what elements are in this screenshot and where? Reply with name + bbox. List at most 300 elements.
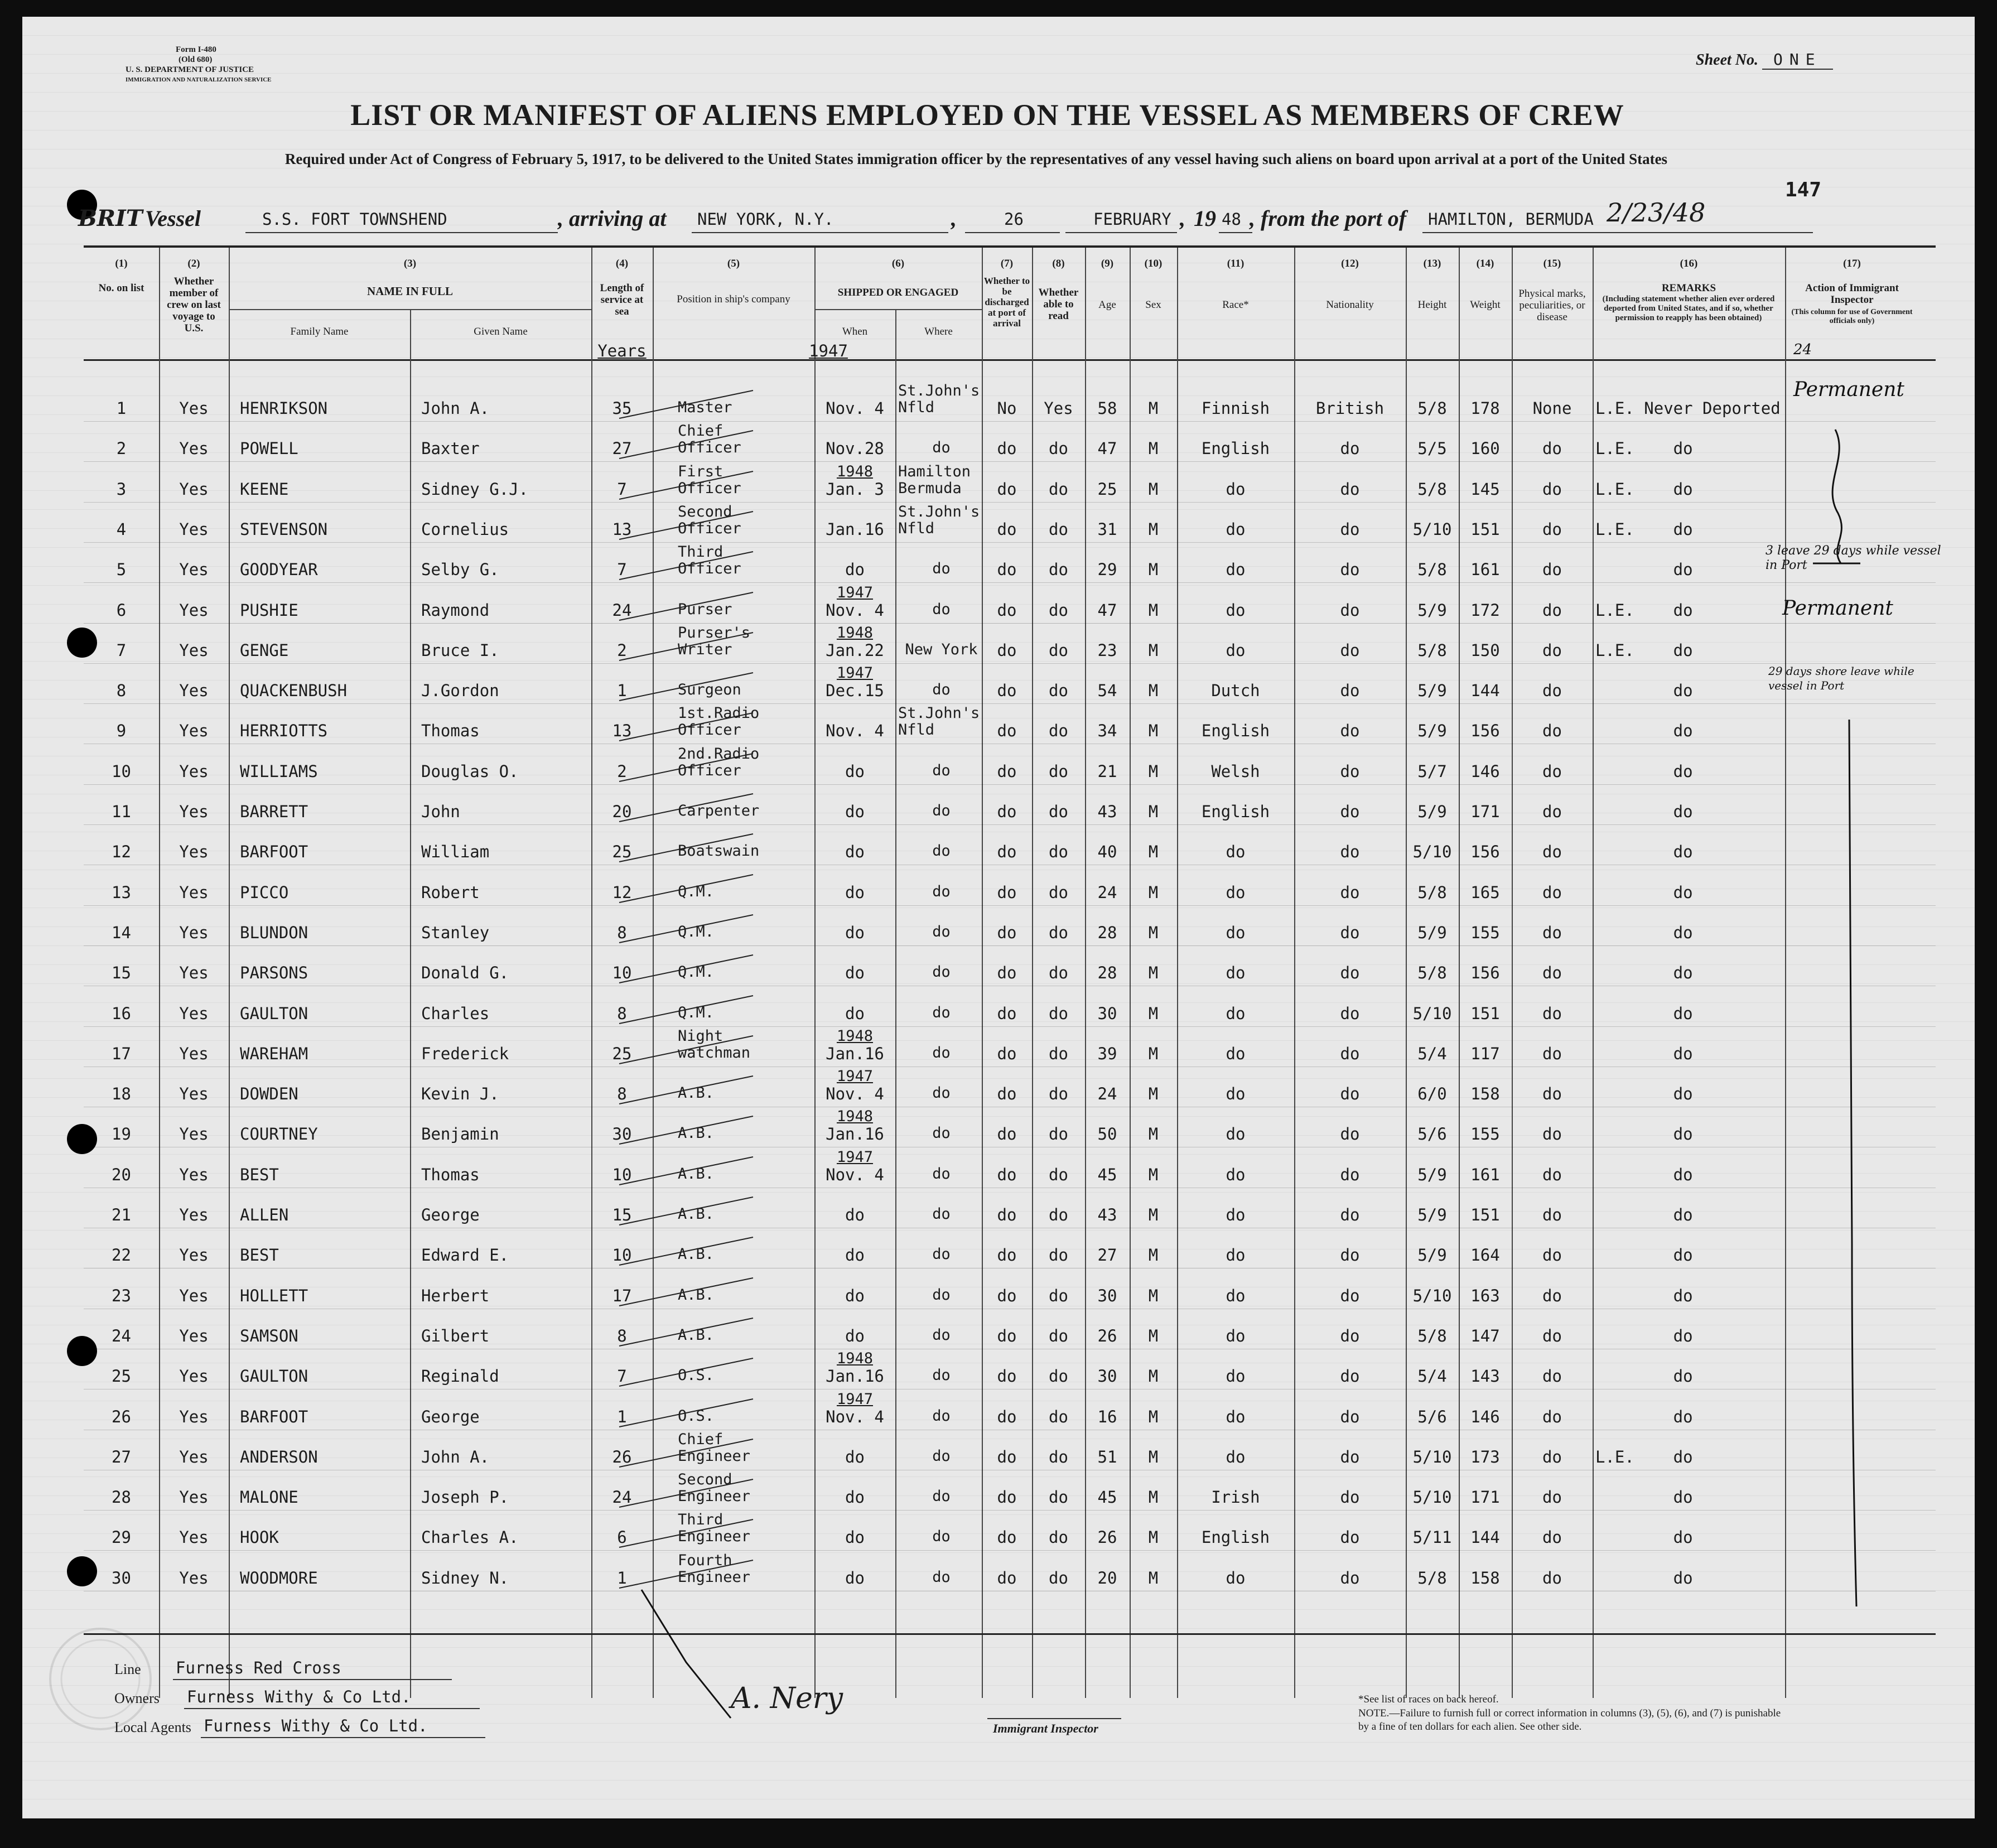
shipped-year: 1947 (836, 1148, 874, 1166)
sex: M (1148, 399, 1159, 418)
col-num: (9) (1101, 258, 1114, 269)
remarks: do (1595, 1286, 1693, 1305)
header-when: When (842, 326, 868, 337)
check-mark (614, 1355, 759, 1389)
shipped-where: do (932, 1246, 951, 1263)
member-last-voyage: Yes (179, 923, 209, 942)
sex: M (1148, 1286, 1159, 1305)
col-num: (5) (727, 258, 740, 269)
check-mark (614, 590, 759, 623)
discharged: do (997, 479, 1017, 499)
member-last-voyage: Yes (179, 1044, 209, 1063)
height: 5/10 (1412, 519, 1452, 539)
row-rule (84, 703, 1936, 704)
race: do (1226, 1286, 1246, 1305)
length-of-service: 25 (612, 1044, 632, 1063)
discharged: do (997, 640, 1017, 660)
nationality: do (1340, 519, 1360, 539)
race: do (1226, 923, 1246, 942)
comma: , (1180, 206, 1185, 231)
shipped-where: do (932, 1084, 951, 1102)
given-name: Frederick (421, 1044, 509, 1063)
header-remarks: REMARKS (1661, 282, 1716, 294)
weight: 158 (1470, 1568, 1500, 1588)
shipped-when: do (845, 1488, 865, 1507)
document-subtitle: Required under Act of Congress of February 5, 1917, to be delivered to the United States immigration officer by the representatives of any vessel having such aliens on board upon arrival at a port of the United States (284, 151, 1668, 167)
able-to-read: do (1049, 1003, 1068, 1023)
remarks: do (1595, 1568, 1693, 1588)
physical-marks: do (1542, 1286, 1562, 1305)
sex: M (1148, 439, 1159, 459)
age: 30 (1097, 1367, 1117, 1386)
discharged: do (997, 560, 1017, 580)
check-mark (614, 751, 759, 784)
shipped-where: do (932, 1003, 951, 1021)
height: 5/8 (1417, 1568, 1447, 1588)
length-of-service: 8 (617, 1084, 627, 1104)
length-of-service: 35 (612, 399, 632, 418)
family-name: GAULTON (240, 1003, 308, 1023)
col-num: (17) (1843, 258, 1861, 269)
physical-marks: do (1542, 842, 1562, 862)
given-name: Kevin J. (421, 1084, 499, 1104)
comma: , (951, 206, 957, 231)
able-to-read: do (1049, 1246, 1068, 1265)
age: 23 (1097, 640, 1117, 660)
header-physical-marks: Physical marks, peculiarities, or disease (1518, 288, 1586, 323)
row-number: 15 (112, 963, 131, 983)
sex: M (1148, 1407, 1159, 1426)
weight: 161 (1470, 560, 1500, 580)
position: A.B. (678, 1165, 715, 1183)
weight: 146 (1470, 761, 1500, 781)
check-mark (614, 630, 759, 663)
sex: M (1148, 560, 1159, 580)
row-number: 23 (112, 1286, 131, 1305)
nationality: do (1340, 560, 1360, 580)
age: 50 (1097, 1125, 1117, 1144)
age: 21 (1097, 761, 1117, 781)
race: English (1201, 802, 1270, 821)
remarks: do (1595, 761, 1693, 781)
check-mark (614, 791, 759, 824)
nationality: do (1340, 842, 1360, 862)
owners-value: Furness Withy & Co Ltd. (187, 1687, 411, 1706)
race: do (1226, 1084, 1246, 1104)
given-name: Cornelius (421, 519, 509, 539)
family-name: SAMSON (240, 1326, 298, 1345)
family-name: COURTNEY (240, 1125, 318, 1144)
position: Engineer (678, 1488, 751, 1506)
remarks: do (1595, 1165, 1693, 1184)
row-rule (84, 421, 1936, 422)
height: 5/10 (1412, 842, 1452, 862)
weight: 165 (1470, 882, 1500, 902)
age: 34 (1097, 721, 1117, 741)
weight: 161 (1470, 1165, 1500, 1184)
discharged: do (997, 1286, 1017, 1305)
year-heading: 1947 (809, 341, 848, 360)
shipped-where: do (932, 1286, 951, 1304)
row-number: 27 (112, 1447, 131, 1466)
nationality: do (1340, 1125, 1360, 1144)
col-num: (7) (1000, 258, 1014, 269)
race: do (1226, 1568, 1246, 1588)
header-family-name: Family Name (290, 326, 349, 337)
shipped-where: do (932, 1044, 951, 1061)
shipped-when: do (845, 1528, 865, 1547)
col-num: (4) (615, 258, 629, 269)
age: 24 (1097, 882, 1117, 902)
age: 28 (1097, 923, 1117, 942)
nationality: do (1340, 1326, 1360, 1345)
remarks: L.E. do (1595, 640, 1693, 660)
age: 47 (1097, 600, 1117, 620)
weight: 144 (1470, 1528, 1500, 1547)
arrival-month: FEBRUARY (1093, 210, 1171, 229)
nationality: do (1340, 963, 1360, 983)
remarks: do (1595, 1084, 1693, 1104)
remarks: L.E. do (1595, 439, 1693, 459)
row-number: 1 (116, 399, 127, 418)
physical-marks: do (1542, 600, 1562, 620)
position: Writer (678, 640, 732, 658)
remarks: do (1595, 1488, 1693, 1507)
check-mark (614, 1154, 759, 1188)
position: Second (678, 503, 732, 520)
position: watchman (678, 1044, 751, 1061)
remarks: do (1595, 923, 1693, 942)
length-of-service: 2 (617, 761, 627, 781)
weight: 158 (1470, 1084, 1500, 1104)
physical-marks: do (1542, 439, 1562, 459)
able-to-read: do (1049, 640, 1068, 660)
able-to-read: do (1049, 1286, 1068, 1305)
row-number: 19 (112, 1125, 131, 1144)
race: English (1201, 1528, 1270, 1547)
position: A.B. (678, 1246, 715, 1263)
height: 5/4 (1417, 1044, 1447, 1063)
length-of-service: 7 (617, 1367, 627, 1386)
action-note-1: 3 leave 29 days while vessel in Port (1766, 544, 1941, 572)
row-number: 16 (112, 1003, 131, 1023)
able-to-read: do (1049, 882, 1068, 902)
given-name: Thomas (421, 1165, 480, 1184)
nationality: do (1340, 681, 1360, 701)
position: Engineer (678, 1447, 751, 1465)
able-to-read: do (1049, 963, 1068, 983)
able-to-read: do (1049, 1367, 1068, 1386)
length-of-service: 1 (617, 681, 627, 701)
member-last-voyage: Yes (179, 600, 209, 620)
remarks: do (1595, 1205, 1693, 1224)
race: English (1201, 721, 1270, 741)
given-name: Bruce I. (421, 640, 499, 660)
race: do (1226, 1003, 1246, 1023)
col-num: (10) (1144, 258, 1162, 269)
age: 51 (1097, 1447, 1117, 1466)
weight: 172 (1470, 600, 1500, 620)
shipped-when: do (845, 882, 865, 902)
shipped-year: 1948 (836, 462, 874, 480)
position: O.S. (678, 1407, 715, 1425)
shipped-where: do (932, 1488, 951, 1506)
vessel-label: Vessel (145, 206, 201, 231)
able-to-read: do (1049, 681, 1068, 701)
shipped-when: do (845, 1447, 865, 1466)
row-rule (84, 542, 1936, 543)
remarks: L.E. do (1595, 1447, 1693, 1466)
family-name: BEST (240, 1165, 279, 1184)
position: Engineer (678, 1568, 751, 1586)
physical-marks: do (1542, 640, 1562, 660)
check-mark (614, 388, 759, 421)
shipped-where: do (932, 1165, 951, 1183)
check-mark (614, 993, 759, 1026)
shipped-where: St.John's (898, 382, 980, 399)
length-of-service: 8 (617, 923, 627, 942)
position: Q.M. (678, 1003, 715, 1021)
remarks: L.E. do (1595, 519, 1693, 539)
physical-marks: do (1542, 1084, 1562, 1104)
position: First (678, 462, 723, 480)
weight: 156 (1470, 963, 1500, 983)
position: 2nd.Radio (678, 745, 760, 763)
shipped-when: Nov. 4 (826, 1084, 884, 1104)
physical-marks: do (1542, 1326, 1562, 1345)
arrival-day: 26 (1004, 210, 1024, 229)
sex: M (1148, 721, 1159, 741)
shipped-when: Jan.16 (826, 1367, 884, 1386)
race: do (1226, 1165, 1246, 1184)
race: do (1226, 1326, 1246, 1345)
member-last-voyage: Yes (179, 882, 209, 902)
race: do (1226, 1044, 1246, 1063)
row-rule (84, 945, 1936, 946)
given-name: John A. (421, 1447, 490, 1466)
able-to-read: do (1049, 479, 1068, 499)
length-of-service: 12 (612, 882, 632, 902)
shipped-when: do (845, 761, 865, 781)
shipped-when: Nov. 4 (826, 721, 884, 741)
header-age: Age (1098, 299, 1116, 311)
race: Dutch (1211, 681, 1260, 701)
able-to-read: do (1049, 1125, 1068, 1144)
position: O.S. (678, 1367, 715, 1384)
row-number: 17 (112, 1044, 131, 1063)
remarks: do (1595, 1246, 1693, 1265)
able-to-read: do (1049, 923, 1068, 942)
position: Engineer (678, 1528, 751, 1546)
row-number: 30 (112, 1568, 131, 1588)
row-number: 11 (112, 802, 131, 821)
remarks: L.E. Never Deported (1595, 399, 1781, 418)
position: A.B. (678, 1286, 715, 1304)
race: do (1226, 1246, 1246, 1265)
family-name: PUSHIE (240, 600, 298, 620)
row-number: 14 (112, 923, 131, 942)
able-to-read: do (1049, 1447, 1068, 1466)
discharged: do (997, 963, 1017, 983)
row-number: 10 (112, 761, 131, 781)
position: Fourth (678, 1551, 732, 1569)
age: 58 (1097, 399, 1117, 418)
family-name: BARFOOT (240, 842, 308, 862)
action-permanent-2: Permanent (1782, 597, 1893, 620)
sex: M (1148, 1447, 1159, 1466)
remarks: do (1595, 1528, 1693, 1547)
sex: M (1148, 519, 1159, 539)
age: 26 (1097, 1528, 1117, 1547)
nationality: British (1315, 399, 1385, 418)
discharged: do (997, 721, 1017, 741)
line-label: Line (114, 1661, 141, 1677)
header-discharged: Whether to be discharged at port of arrival (983, 276, 1030, 329)
header-nationality: Nationality (1326, 299, 1374, 311)
row-number: 26 (112, 1407, 131, 1426)
given-name: Charles A. (421, 1528, 519, 1547)
physical-marks: do (1542, 1407, 1562, 1426)
nationality: do (1340, 882, 1360, 902)
check-mark (614, 428, 759, 461)
physical-marks: do (1542, 963, 1562, 983)
form-old-number: (Old 680) (179, 55, 213, 64)
weight: 117 (1470, 1044, 1500, 1063)
position: Purser (678, 600, 732, 618)
row-number: 9 (116, 721, 127, 741)
sex: M (1148, 1165, 1159, 1184)
shipped-when: Nov. 4 (826, 1165, 884, 1184)
header-position: Position in ship's company (677, 293, 790, 305)
row-number: 13 (112, 882, 131, 902)
height: 5/9 (1417, 923, 1447, 942)
header-remarks-note: (Including statement whether alien ever ordered deported from United States, and if so, whether permission to reapply has been obtained) (1602, 295, 1775, 322)
discharged: do (997, 1568, 1017, 1588)
sex: M (1148, 923, 1159, 942)
given-name: Douglas O. (421, 761, 519, 781)
sex: M (1148, 963, 1159, 983)
row-number: 28 (112, 1488, 131, 1507)
nationality: do (1340, 439, 1360, 459)
position: A.B. (678, 1084, 715, 1102)
position: A.B. (678, 1125, 715, 1142)
length-of-service: 10 (612, 963, 632, 983)
position: Third (678, 543, 723, 561)
age: 29 (1097, 560, 1117, 580)
nationality: do (1340, 1084, 1360, 1104)
discharged: do (997, 1447, 1017, 1466)
given-name: Robert (421, 882, 480, 902)
height: 5/4 (1417, 1367, 1447, 1386)
stamp-number: 147 (1785, 178, 1822, 201)
shipped-where: do (932, 1528, 951, 1546)
race: do (1226, 640, 1246, 660)
member-last-voyage: Yes (179, 1407, 209, 1426)
age: 16 (1097, 1407, 1117, 1426)
sex: M (1148, 600, 1159, 620)
shipped-year: 1947 (836, 583, 874, 601)
nationality: do (1340, 1165, 1360, 1184)
family-name: HOOK (240, 1528, 279, 1547)
race: do (1226, 842, 1246, 862)
col-num: (11) (1227, 258, 1244, 269)
owners-label: Owners (114, 1690, 160, 1706)
shipped-when: do (845, 1286, 865, 1305)
remarks: do (1595, 1367, 1693, 1386)
race: Welsh (1211, 761, 1260, 781)
row-rule (84, 582, 1936, 583)
remarks: do (1595, 681, 1693, 701)
discharged: do (997, 761, 1017, 781)
weight: 171 (1470, 802, 1500, 821)
shipped-year: 1948 (836, 1350, 874, 1368)
nationality: do (1340, 761, 1360, 781)
manifest-sheet (22, 17, 1975, 1818)
shipped-year: 1947 (836, 664, 874, 682)
weight: 151 (1470, 519, 1500, 539)
header-no-on-list: No. on list (98, 282, 144, 294)
member-last-voyage: Yes (179, 1165, 209, 1184)
header-race: Race* (1222, 299, 1249, 311)
shipped-where: do (932, 923, 951, 940)
shipped-where: St.John's (898, 503, 980, 520)
height: 5/9 (1417, 1165, 1447, 1184)
race: do (1226, 1125, 1246, 1144)
physical-marks: do (1542, 1003, 1562, 1023)
member-last-voyage: Yes (179, 681, 209, 701)
sex: M (1148, 1326, 1159, 1345)
shipped-when: Nov.28 (826, 439, 884, 459)
shipped-where: do (932, 842, 951, 860)
length-of-service: 30 (612, 1125, 632, 1144)
from-port: HAMILTON, BERMUDA (1428, 210, 1594, 229)
given-name: Edward E. (421, 1246, 509, 1265)
family-name: MALONE (240, 1488, 298, 1507)
remarks: do (1595, 1407, 1693, 1426)
shipped-when: do (845, 1003, 865, 1023)
family-name: PICCO (240, 882, 289, 902)
weight: 155 (1470, 923, 1500, 942)
weight: 147 (1470, 1326, 1500, 1345)
height: 5/8 (1417, 963, 1447, 983)
sex: M (1148, 1488, 1159, 1507)
height: 5/10 (1412, 1447, 1452, 1466)
race: do (1226, 1367, 1246, 1386)
nationality: do (1340, 479, 1360, 499)
member-last-voyage: Yes (179, 1084, 209, 1104)
form-identifier (126, 45, 272, 85)
given-name: George (421, 1407, 480, 1426)
height: 5/11 (1412, 1528, 1452, 1547)
weight: 155 (1470, 1125, 1500, 1144)
row-number: 22 (112, 1246, 131, 1265)
shipped-year: 1947 (836, 1390, 874, 1408)
col-num: (12) (1341, 258, 1359, 269)
header-length-of-service: Length of service at sea (600, 282, 644, 317)
race: do (1226, 1447, 1246, 1466)
given-name: Gilbert (421, 1326, 490, 1345)
check-mark (614, 1234, 759, 1268)
col-num: (2) (187, 258, 200, 269)
weight: 156 (1470, 842, 1500, 862)
inspector-signature: A. Nery (731, 1682, 843, 1715)
check-mark (614, 670, 759, 703)
height: 5/8 (1417, 882, 1447, 902)
flag-handwritten: BRIT (78, 205, 143, 231)
check-mark (614, 952, 759, 986)
age: 45 (1097, 1165, 1117, 1184)
weight: 146 (1470, 1407, 1500, 1426)
